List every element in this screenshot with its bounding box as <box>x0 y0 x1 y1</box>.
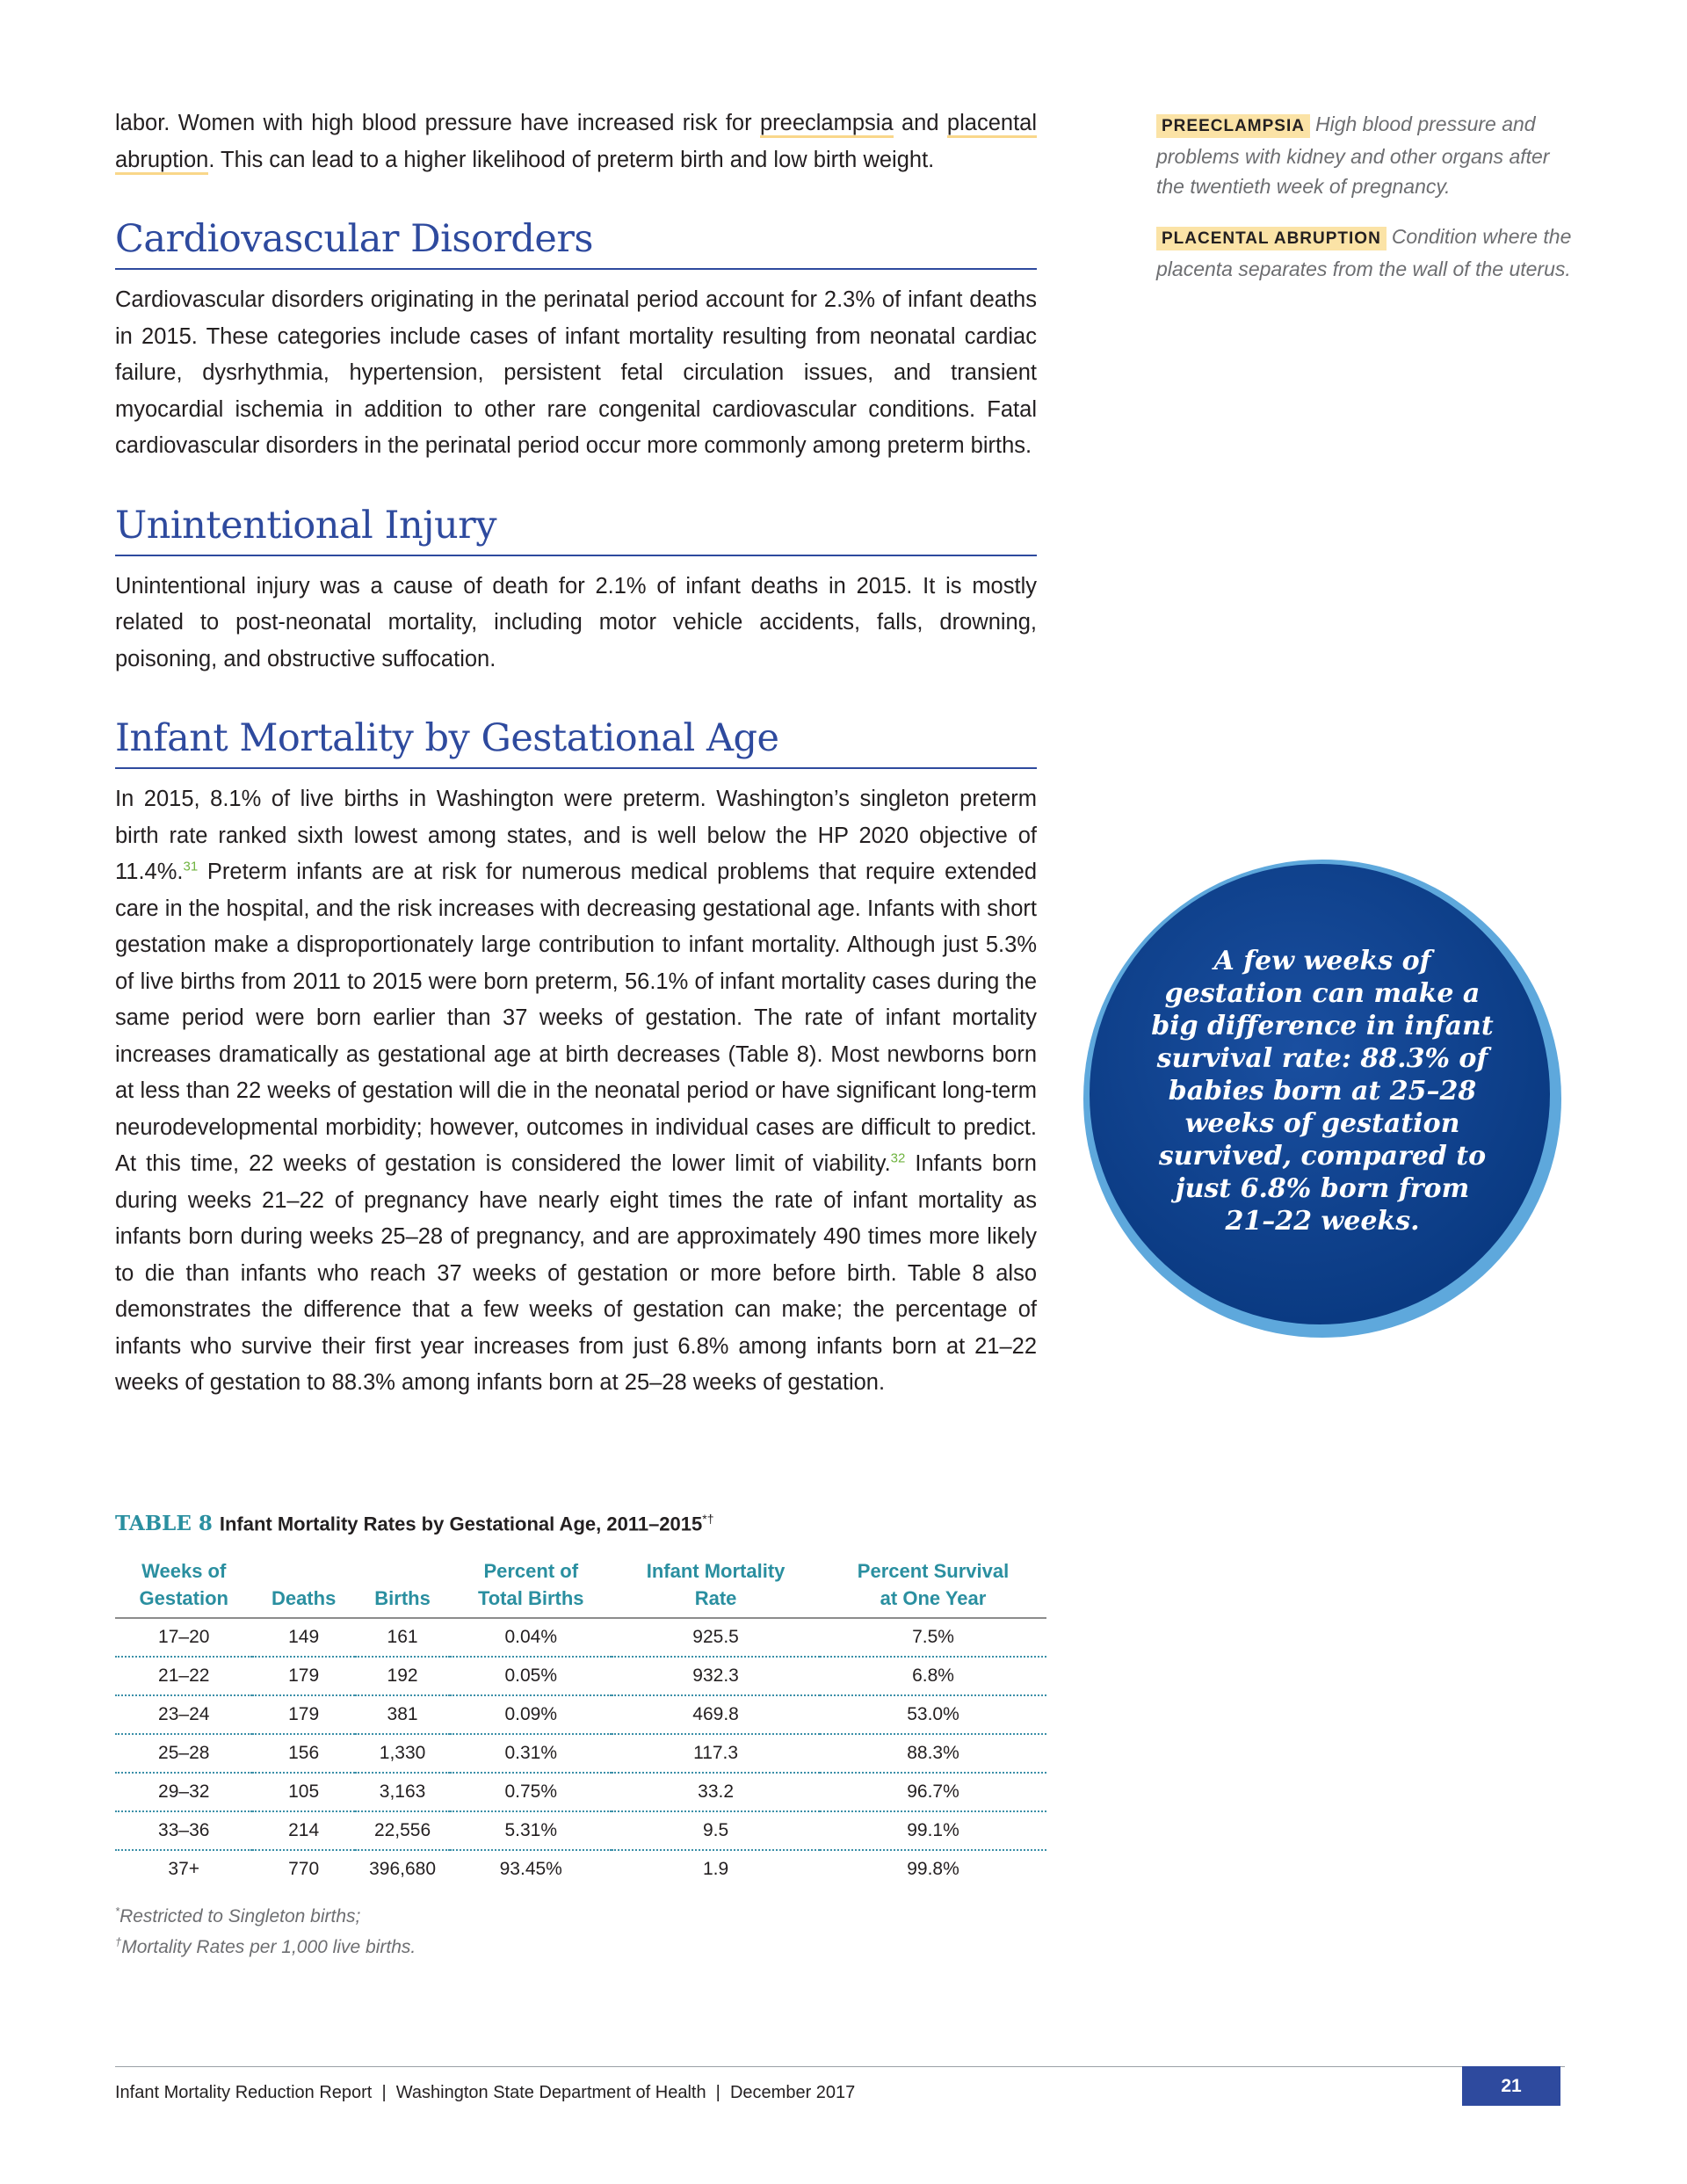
section-paragraph <box>115 569 1037 678</box>
table-row <box>115 1773 1046 1811</box>
text-run: and <box>893 111 947 135</box>
table-cell: 29–32 <box>115 1773 252 1811</box>
table-title: Infant Mortality Rates by Gestational Age, 2011–2015 <box>219 1513 703 1535</box>
column-header <box>450 1557 612 1618</box>
header-line: Weeks of <box>141 1560 227 1582</box>
table-cell: 770 <box>288 1859 320 1879</box>
intro-paragraph <box>115 105 1037 178</box>
table-cell: 33–36 <box>115 1811 252 1850</box>
section <box>115 217 1037 465</box>
table-cell: 1,330 <box>355 1734 451 1773</box>
table-row <box>115 1850 1046 1888</box>
section-paragraph <box>115 282 1037 465</box>
table-cell: 156 <box>252 1734 354 1773</box>
glossary-term-link[interactable]: preeclampsia <box>760 111 894 138</box>
table-cell: 0.09% <box>450 1695 612 1734</box>
table-cell: 25–28 <box>115 1734 252 1773</box>
table-cell: 17–20 <box>115 1618 252 1657</box>
header-line: Total Births <box>477 1587 584 1609</box>
table-cell: 381 <box>355 1695 451 1734</box>
table-footnotes <box>115 1898 416 1960</box>
header-line: Rate <box>694 1587 737 1609</box>
column-header <box>115 1557 252 1618</box>
table-cell: 1.9 <box>702 1859 729 1879</box>
text-run: In 2015, 8.1% of live births in Washington were preterm. Washington’s singleton preterm birth rate ranked sixth lowest among states, and is well below the HP 2020 objective of 11.4%. <box>115 787 1037 884</box>
footnote-text: Mortality Rates per 1,000 live births. <box>121 1937 416 1957</box>
main-column <box>115 105 1037 1402</box>
gestational-age-table <box>115 1557 1046 1888</box>
table-cell: 0.04% <box>450 1618 612 1657</box>
table-label: TABLE 8 <box>115 1512 213 1536</box>
glossary-entry <box>1156 109 1578 201</box>
table-cell: 469.8 <box>612 1695 820 1734</box>
table-cell: 22,556 <box>355 1811 451 1850</box>
glossary-term: PLACENTAL ABRUPTION <box>1156 227 1387 250</box>
column-header <box>612 1557 820 1618</box>
table-cell: 179 <box>252 1695 354 1734</box>
table-cell: 161 <box>355 1618 451 1657</box>
footnote-text: Restricted to Singleton births; <box>119 1906 361 1926</box>
footnote-mark: † <box>115 1935 122 1948</box>
column-header <box>252 1557 354 1618</box>
table-cell: 88.3% <box>820 1734 1046 1773</box>
footnote <box>115 1929 416 1960</box>
table-header-row <box>115 1557 1046 1618</box>
table-cell: 149 <box>252 1618 354 1657</box>
text-run: Preterm infants are at risk for numerous medical problems that require extended care in the hospital, and the risk increases with decreasing gestational age. Infants with short gestation make a disproportionately large contribution to infant mortality. Although just 5.3% of live births from 2011 to 2015 were born preterm, 56.1% of infant mortality cases during the same period were born earlier than 37 weeks of gestation. The rate of infant mortality increases dramatically as gestational age at birth decreases (Table 8). Most newborns born at less than 22 weeks of gestation will die in the neonatal period or have significant long-term neurodevelopmental morbidity; however, outcomes in individual cases are difficult to predict. At this time, 22 weeks of gestation is considered the lower limit of viability. <box>115 860 1037 1176</box>
table-row <box>115 1734 1046 1773</box>
section-heading: Unintentional Injury <box>115 504 1037 556</box>
section-heading: Cardiovascular Disorders <box>115 217 1037 270</box>
column-header <box>355 1557 451 1618</box>
table-cell: 0.05% <box>450 1657 612 1695</box>
table-cell: 21–22 <box>115 1657 252 1695</box>
callout-text: A few weeks of gestation can make a big difference in infant survival rate: 88.3% of babies born at 25–28 weeks of gestation survived, compared to just 6.8% born from 21–22 weeks. <box>1151 946 1494 1237</box>
glossary-term: PREECLAMPSIA <box>1156 114 1310 138</box>
table-cell: 96.7% <box>820 1773 1046 1811</box>
table-cell: 9.5 <box>612 1811 820 1850</box>
glossary-definition: Condition where the placenta separates from the wall of the uterus. <box>1156 225 1572 280</box>
table-cell: 396,680 <box>369 1859 437 1879</box>
column-header <box>820 1557 1046 1618</box>
section <box>115 716 1037 1402</box>
table-cell: 179 <box>252 1657 354 1695</box>
header-line <box>256 1557 351 1585</box>
footnote-ref: 31 <box>183 859 199 874</box>
table-cell: 3,163 <box>355 1773 451 1811</box>
glossary-entry <box>1156 221 1578 284</box>
glossary-definition: High blood pressure and problems with kidney and other organs after the twentieth week of pregnancy. <box>1156 112 1550 198</box>
footer-rule <box>115 2066 1565 2067</box>
table-cell: 932.3 <box>612 1657 820 1695</box>
table-row <box>115 1811 1046 1850</box>
table-row <box>115 1657 1046 1695</box>
callout-circle <box>1081 857 1564 1340</box>
table-row <box>115 1618 1046 1657</box>
table-cell: 117.3 <box>612 1734 820 1773</box>
header-line: Births <box>374 1587 431 1609</box>
table-row <box>115 1695 1046 1734</box>
table-cell: 23–24 <box>115 1695 252 1734</box>
header-line <box>358 1557 447 1585</box>
text-run: Unintentional injury was a cause of death for 2.1% of infant deaths in 2015. It is mostly related to post-neonatal mortality, including motor vehicle accidents, falls, drowning, poisoning, and obstructive suffocation. <box>115 573 1037 671</box>
header-line: Infant Mortality <box>646 1560 786 1582</box>
section-paragraph <box>115 781 1037 1402</box>
table-cell: 6.8% <box>820 1657 1046 1695</box>
table-caption <box>115 1512 713 1535</box>
table-title-marks: *† <box>702 1512 714 1526</box>
text-run: labor. Women with high blood pressure have increased risk for <box>115 111 760 135</box>
table-cell: 99.1% <box>820 1811 1046 1850</box>
table-cell: 925.5 <box>612 1618 820 1657</box>
footnote <box>115 1898 416 1929</box>
table-cell: 93.45% <box>499 1859 562 1879</box>
text-run: . This can lead to a higher likelihood of preterm birth and low birth weight. <box>208 147 935 172</box>
table-cell: 5.31% <box>450 1811 612 1850</box>
header-line: Percent of <box>483 1560 579 1582</box>
table-cell: 37+ <box>168 1859 200 1879</box>
text-run: Cardiovascular disorders originating in the perinatal period account for 2.3% of infant deaths in 2015. These categories include cases of infant mortality resulting from neonatal cardiac failure, dysrhythmia, hypertension, persistent fetal circulation issues, and transient myocardial ischemia in addition to other rare congenital cardiovascular conditions. Fatal cardiovascular disorders in the perinatal period occur more commonly among preterm births. <box>115 287 1037 458</box>
table-cell: 105 <box>252 1773 354 1811</box>
table-cell: 214 <box>252 1811 354 1850</box>
table-cell: 99.8% <box>907 1859 959 1879</box>
table-cell: 7.5% <box>820 1618 1046 1657</box>
page-number: 21 <box>1462 2066 1560 2106</box>
header-line: at One Year <box>880 1587 987 1609</box>
section <box>115 504 1037 678</box>
table-cell: 0.75% <box>450 1773 612 1811</box>
header-line: Deaths <box>271 1587 337 1609</box>
footnote-ref: 32 <box>890 1150 906 1166</box>
footnote-mark: * <box>115 1905 120 1918</box>
table-cell: 192 <box>355 1657 451 1695</box>
glossary-term-link[interactable]: placental abruption <box>115 111 1037 175</box>
header-line: Percent Survival <box>857 1560 1010 1582</box>
header-line: Gestation <box>139 1587 228 1609</box>
table-cell: 33.2 <box>612 1773 820 1811</box>
footer-text: Infant Mortality Reduction Report | Washington State Department of Health | December 2017 <box>115 2083 856 2102</box>
text-run: Infants born during weeks 21–22 of pregnancy have nearly eight times the rate of infant mortality as infants born during weeks 25–28 of pregnancy, and are approximately 490 times more likely to die than infants who reach 37 weeks of gestation or more before birth. Table 8 also demonstrates the difference that a few weeks of gestation can make; the percentage of infants who survive their first year increases from just 6.8% among infants born at 21–22 weeks of gestation to 88.3% among infants born at 25–28 weeks of gestation. <box>115 1151 1037 1395</box>
table-cell: 0.31% <box>450 1734 612 1773</box>
table-cell: 53.0% <box>820 1695 1046 1734</box>
section-heading: Infant Mortality by Gestational Age <box>115 716 1037 769</box>
